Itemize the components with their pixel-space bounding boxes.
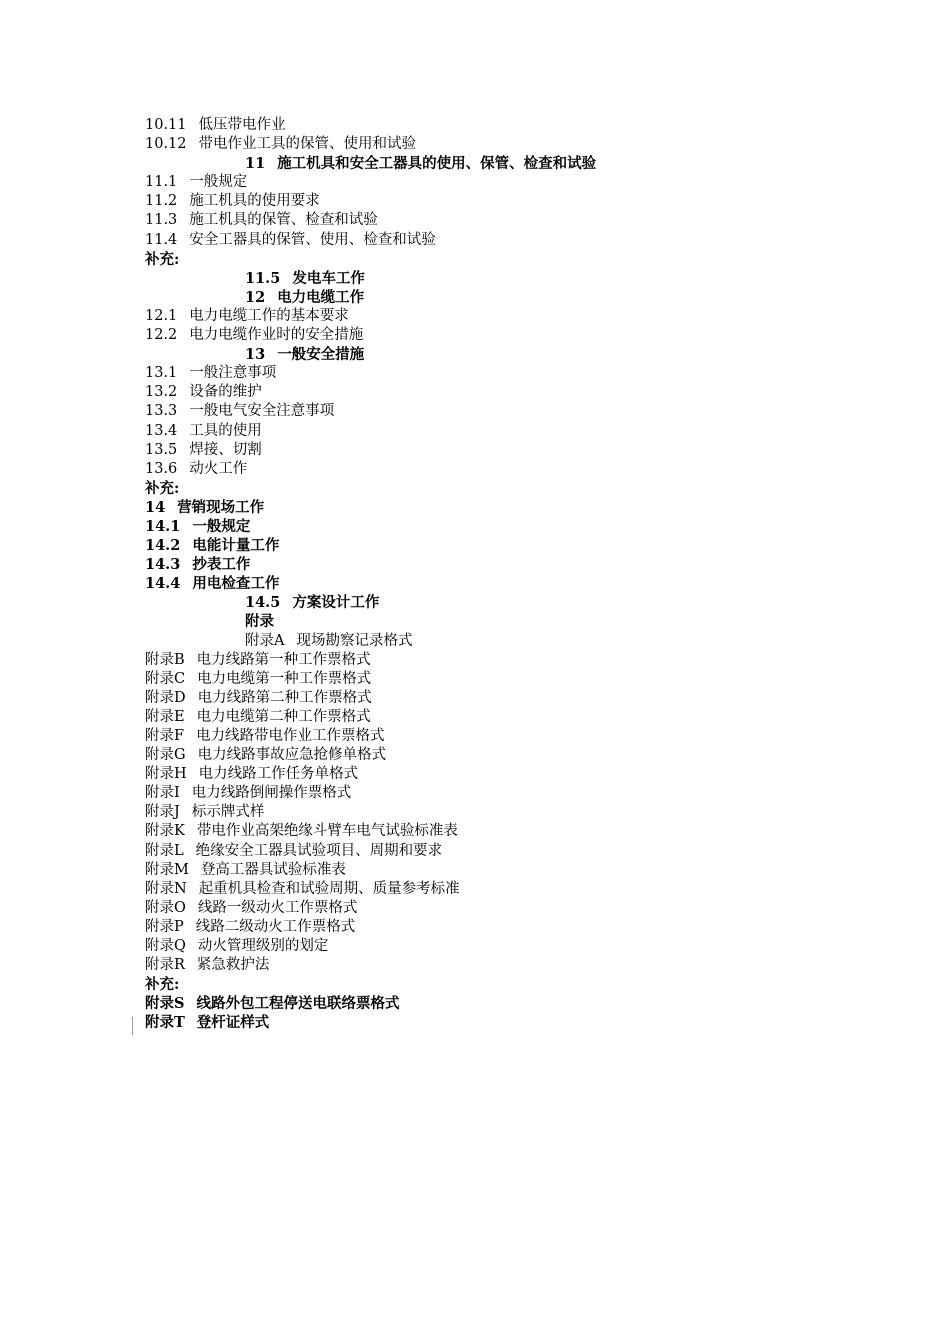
toc-entry-number: 附录E — [145, 708, 185, 725]
toc-entry-number: 11.4 — [145, 231, 178, 248]
toc-entry-title: 焊接、切割 — [189, 441, 262, 458]
toc-entry-number: 附录B — [145, 651, 185, 668]
toc-entry-number: 附录T — [145, 1014, 185, 1032]
toc-entry — [145, 307, 865, 326]
toc-entry-number: 14 — [145, 498, 166, 516]
toc-entry-number: 附录H — [145, 766, 187, 783]
toc-entry-title: 登高工器具试验标准表 — [200, 861, 346, 878]
toc-entry-number: 补充: — [145, 976, 180, 994]
toc-entry-number: 附录K — [145, 823, 185, 840]
toc-entry-title: 带电作业高架绝缘斗臂车电气试验标准表 — [196, 823, 458, 840]
toc-entry-number: 13.5 — [145, 441, 178, 458]
toc-entry-title: 一般规定 — [192, 517, 251, 535]
toc-entry — [145, 345, 865, 364]
toc-entry-title: 带电作业工具的保管、使用和试验 — [198, 136, 417, 153]
toc-entry-title: 电力线路工作任务单格式 — [198, 766, 359, 783]
toc-entry-number: 附录J — [145, 804, 180, 821]
toc-entry — [145, 422, 865, 441]
toc-entry-title: 电力电缆作业时的安全措施 — [189, 327, 364, 344]
toc-entry — [145, 956, 865, 975]
toc-entry — [145, 574, 865, 593]
toc-entry-number: 补充: — [145, 479, 180, 497]
toc-entry — [145, 383, 865, 402]
toc-entry-number: 11.5 — [245, 269, 281, 287]
toc-entry — [145, 765, 865, 784]
toc-entry — [145, 632, 865, 651]
toc-entry — [145, 994, 865, 1013]
toc-entry-title: 紧急救护法 — [196, 957, 270, 974]
toc-entry — [145, 135, 865, 154]
toc-entry-number: 附录M — [145, 861, 189, 878]
toc-entry-number: 13.2 — [145, 384, 178, 401]
toc-entry — [145, 784, 865, 803]
toc-entry — [145, 880, 865, 899]
toc-entry — [145, 250, 865, 269]
margin-change-bar — [132, 1017, 133, 1035]
toc-entry — [145, 612, 865, 631]
toc-entry-number: 11.3 — [145, 212, 178, 229]
toc-entry-title: 电力电缆第二种工作票格式 — [196, 708, 371, 725]
toc-entry-number: 11.2 — [145, 193, 178, 210]
toc-entry-number: 14.2 — [145, 537, 181, 555]
toc-entry-number: 附录 — [245, 613, 274, 631]
toc-entry-number: 12 — [245, 288, 266, 306]
toc-entry-number: 11.1 — [145, 174, 178, 191]
toc-entry-number: 13.3 — [145, 403, 178, 420]
toc-entry-number: 13.4 — [145, 422, 178, 439]
toc-entry-title: 电能计量工作 — [192, 537, 280, 555]
toc-entry-title: 动火管理级别的划定 — [197, 938, 329, 955]
toc-entry — [145, 975, 865, 994]
toc-entry-number: 附录I — [145, 785, 180, 802]
toc-entry-number: 附录C — [145, 670, 186, 687]
toc-entry-number: 10.11 — [145, 117, 187, 133]
toc-entry-number: 12.2 — [145, 327, 178, 344]
toc-entry — [145, 1013, 865, 1032]
toc-entry-title: 电力电缆第一种工作票格式 — [197, 670, 372, 687]
toc-entry-title: 一般电气安全注意事项 — [189, 403, 335, 420]
toc-entry-title: 绝缘安全工器具试验项目、周期和要求 — [195, 842, 443, 859]
toc-entry — [145, 593, 865, 612]
toc-entry — [145, 154, 865, 173]
toc-entry-number: 附录S — [145, 995, 185, 1013]
toc-entry-number: 补充: — [145, 250, 180, 268]
toc-entry-title: 低压带电作业 — [198, 117, 286, 133]
toc-entry-number: 附录Q — [145, 938, 186, 955]
toc-entry — [145, 479, 865, 498]
toc-entry-title: 方案设计工作 — [292, 594, 380, 612]
toc-entry — [145, 211, 865, 230]
toc-entry-number: 14.3 — [145, 556, 181, 574]
toc-entry — [145, 842, 865, 861]
toc-entry — [145, 116, 865, 135]
toc-entry-title: 施工机具的保管、检查和试验 — [189, 212, 378, 229]
toc-entry-number: 附录O — [145, 899, 186, 916]
toc-entry-title: 电力线路带电作业工作票格式 — [196, 728, 385, 744]
toc-entry — [145, 899, 865, 918]
toc-entry-title: 施工机具和安全工器具的使用、保管、检查和试验 — [277, 155, 597, 173]
toc-entry-number: 12.1 — [145, 307, 178, 324]
toc-entry — [145, 441, 865, 460]
toc-entry-title: 营销现场工作 — [177, 498, 265, 516]
toc-entry — [145, 861, 865, 880]
toc-entry-number: 13.1 — [145, 365, 178, 382]
toc-entry-title: 一般规定 — [189, 174, 248, 191]
toc-entry-title: 标示牌式样 — [191, 804, 265, 821]
toc-entry — [145, 326, 865, 345]
toc-entry-title: 发电车工作 — [292, 269, 365, 287]
toc-entry — [145, 231, 865, 250]
toc-entry — [145, 269, 865, 288]
toc-entry-title: 线路外包工程停送电联络票格式 — [196, 995, 400, 1013]
toc-entry-title: 工具的使用 — [189, 422, 262, 439]
table-of-contents — [145, 116, 865, 1033]
toc-entry-number: 附录A — [245, 632, 285, 649]
toc-entry-title: 施工机具的使用要求 — [189, 193, 320, 210]
toc-entry-title: 安全工器具的保管、使用、检查和试验 — [189, 231, 436, 248]
toc-entry — [145, 937, 865, 956]
toc-entry-number: 附录R — [145, 957, 185, 974]
toc-entry-number: 14.5 — [245, 594, 281, 612]
toc-entry — [145, 689, 865, 708]
toc-entry-title: 电力线路第二种工作票格式 — [197, 689, 372, 706]
toc-entry-number: 附录G — [145, 747, 186, 764]
toc-entry-title: 一般安全措施 — [277, 346, 365, 364]
toc-entry-number: 11 — [245, 155, 266, 173]
toc-entry-title: 用电检查工作 — [192, 575, 280, 593]
toc-entry — [145, 727, 865, 746]
toc-entry-number: 13 — [245, 346, 266, 364]
toc-entry-number: 附录F — [145, 728, 185, 744]
toc-entry — [145, 670, 865, 689]
toc-entry — [145, 555, 865, 574]
toc-entry-title: 动火工作 — [189, 460, 248, 477]
toc-entry-title: 设备的维护 — [189, 384, 262, 401]
toc-entry — [145, 498, 865, 517]
toc-entry-number: 14.1 — [145, 517, 181, 535]
toc-entry-number: 10.12 — [145, 136, 187, 153]
toc-entry — [145, 746, 865, 765]
toc-entry-title: 电力线路第一种工作票格式 — [196, 651, 371, 668]
toc-entry-title: 电力线路倒闸操作票格式 — [191, 785, 352, 802]
toc-entry-title: 电力电缆工作 — [277, 288, 365, 306]
toc-entry-number: 附录D — [145, 689, 186, 706]
toc-entry-title: 电力电缆工作的基本要求 — [189, 307, 349, 324]
toc-entry — [145, 173, 865, 192]
toc-entry-number: 13.6 — [145, 460, 178, 477]
toc-entry-number: 14.4 — [145, 575, 181, 593]
toc-entry-title: 线路二级动火工作票格式 — [195, 918, 356, 935]
toc-entry — [145, 918, 865, 937]
toc-entry-number: 附录P — [145, 918, 184, 935]
toc-entry-title: 现场勘察记录格式 — [296, 632, 413, 649]
toc-entry — [145, 402, 865, 421]
toc-entry-title: 起重机具检查和试验周期、质量参考标准 — [198, 880, 460, 897]
toc-entry — [145, 192, 865, 211]
toc-entry-title: 电力线路事故应急抢修单格式 — [197, 747, 387, 764]
toc-entry — [145, 708, 865, 727]
toc-entry — [145, 364, 865, 383]
toc-entry — [145, 517, 865, 536]
toc-entry-title: 一般注意事项 — [189, 365, 277, 382]
toc-entry — [145, 460, 865, 479]
toc-entry-number: 附录N — [145, 880, 187, 897]
toc-entry-title: 抄表工作 — [192, 556, 251, 574]
toc-entry — [145, 822, 865, 841]
toc-entry — [145, 651, 865, 670]
toc-entry-title: 线路一级动火工作票格式 — [197, 899, 358, 916]
toc-entry — [145, 803, 865, 822]
toc-entry — [145, 536, 865, 555]
toc-entry-title: 登杆证样式 — [196, 1014, 270, 1032]
toc-entry-number: 附录L — [145, 842, 184, 859]
toc-entry — [145, 288, 865, 307]
